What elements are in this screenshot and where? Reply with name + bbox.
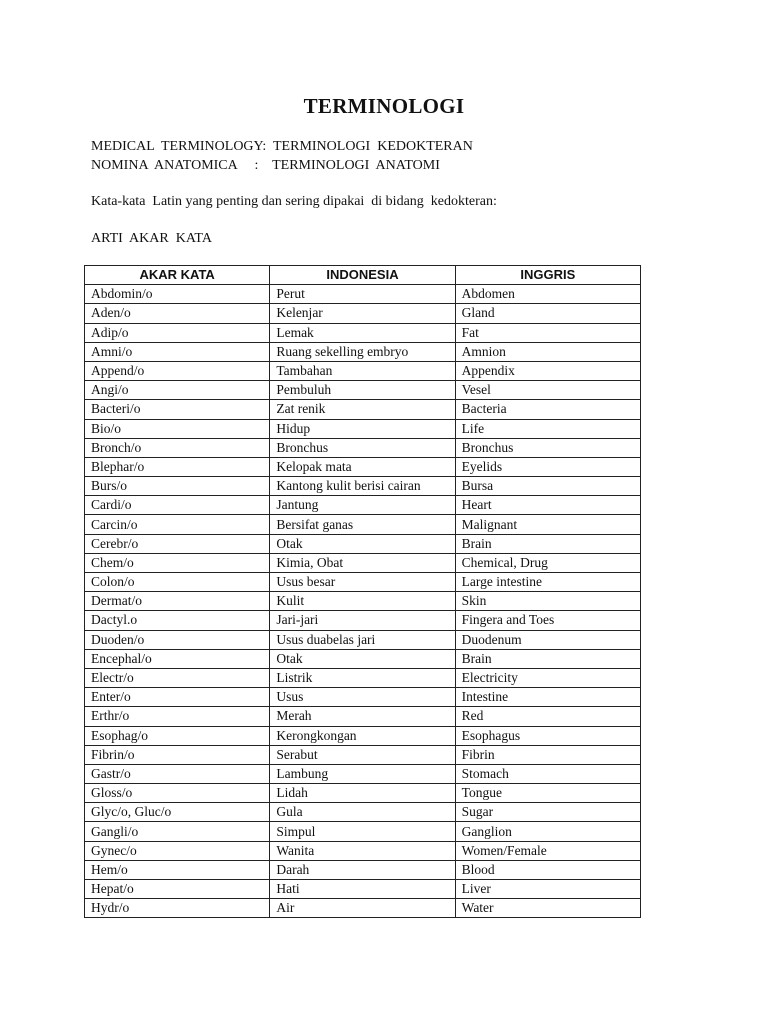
table-row (85, 803, 641, 822)
english-cell: Bronchus (455, 438, 640, 457)
table-row (85, 323, 641, 342)
root-cell: Bio/o (85, 419, 270, 438)
table-body (85, 285, 641, 918)
english-cell: Fingera and Toes (455, 611, 640, 630)
table-row (85, 649, 641, 668)
table-row (85, 400, 641, 419)
indonesian-cell: Perut (270, 285, 455, 304)
table-row (85, 419, 641, 438)
indonesian-cell: Air (270, 899, 455, 918)
indonesian-cell: Merah (270, 707, 455, 726)
table-row (85, 496, 641, 515)
english-cell: Large intestine (455, 573, 640, 592)
root-cell: Enter/o (85, 688, 270, 707)
table-row (85, 860, 641, 879)
root-cell: Fibrin/o (85, 745, 270, 764)
root-cell: Electr/o (85, 668, 270, 687)
root-cell: Bacteri/o (85, 400, 270, 419)
table-row (85, 361, 641, 380)
indonesian-cell: Bersifat ganas (270, 515, 455, 534)
header-akar-kata: AKAR KATA (85, 266, 270, 285)
root-cell: Dermat/o (85, 592, 270, 611)
english-cell: Eyelids (455, 457, 640, 476)
table-row (85, 381, 641, 400)
indonesian-cell: Jari-jari (270, 611, 455, 630)
english-cell: Tongue (455, 784, 640, 803)
indonesian-cell: Jantung (270, 496, 455, 515)
indonesian-cell: Gula (270, 803, 455, 822)
indonesian-cell: Lambung (270, 764, 455, 783)
indonesian-cell: Darah (270, 860, 455, 879)
indonesian-cell: Hati (270, 880, 455, 899)
intro-description: Kata-kata Latin yang penting dan sering dipakai di bidang kedokteran: (91, 194, 497, 209)
indonesian-cell: Serabut (270, 745, 455, 764)
english-cell: Malignant (455, 515, 640, 534)
root-cell: Erthr/o (85, 707, 270, 726)
english-cell: Sugar (455, 803, 640, 822)
indonesian-cell: Wanita (270, 841, 455, 860)
root-cell: Esophag/o (85, 726, 270, 745)
table-row (85, 553, 641, 572)
root-cell: Burs/o (85, 477, 270, 496)
root-cell: Carcin/o (85, 515, 270, 534)
table-row (85, 515, 641, 534)
english-cell: Esophagus (455, 726, 640, 745)
intro-nomina-anatomica: NOMINA ANATOMICA : TERMINOLOGI ANATOMI (91, 158, 440, 173)
english-cell: Gland (455, 304, 640, 323)
header-inggris: INGGRIS (455, 266, 640, 285)
root-cell: Gynec/o (85, 841, 270, 860)
table-row (85, 688, 641, 707)
english-cell: Abdomen (455, 285, 640, 304)
root-cell: Gastr/o (85, 764, 270, 783)
table-row (85, 630, 641, 649)
english-cell: Amnion (455, 342, 640, 361)
english-cell: Life (455, 419, 640, 438)
indonesian-cell: Kantong kulit berisi cairan (270, 477, 455, 496)
intro-medical-terminology: MEDICAL TERMINOLOGY: TERMINOLOGI KEDOKTERAN (91, 139, 473, 154)
english-cell: Stomach (455, 764, 640, 783)
indonesian-cell: Usus (270, 688, 455, 707)
table-row (85, 707, 641, 726)
indonesian-cell: Otak (270, 534, 455, 553)
root-cell: Aden/o (85, 304, 270, 323)
indonesian-cell: Simpul (270, 822, 455, 841)
english-cell: Skin (455, 592, 640, 611)
indonesian-cell: Usus duabelas jari (270, 630, 455, 649)
indonesian-cell: Lemak (270, 323, 455, 342)
english-cell: Chemical, Drug (455, 553, 640, 572)
english-cell: Fibrin (455, 745, 640, 764)
english-cell: Water (455, 899, 640, 918)
root-cell: Adip/o (85, 323, 270, 342)
indonesian-cell: Kelenjar (270, 304, 455, 323)
table-row (85, 668, 641, 687)
english-cell: Blood (455, 860, 640, 879)
root-cell: Hydr/o (85, 899, 270, 918)
indonesian-cell: Pembuluh (270, 381, 455, 400)
english-cell: Vesel (455, 381, 640, 400)
table-row (85, 611, 641, 630)
root-cell: Encephal/o (85, 649, 270, 668)
root-cell: Blephar/o (85, 457, 270, 476)
root-cell: Glyc/o, Gluc/o (85, 803, 270, 822)
root-cell: Hem/o (85, 860, 270, 879)
table-row (85, 573, 641, 592)
root-cell: Bronch/o (85, 438, 270, 457)
table-row (85, 534, 641, 553)
root-cell: Append/o (85, 361, 270, 380)
table-row (85, 457, 641, 476)
english-cell: Red (455, 707, 640, 726)
english-cell: Liver (455, 880, 640, 899)
english-cell: Bacteria (455, 400, 640, 419)
indonesian-cell: Kimia, Obat (270, 553, 455, 572)
table-row (85, 841, 641, 860)
english-cell: Electricity (455, 668, 640, 687)
root-cell: Hepat/o (85, 880, 270, 899)
table-row (85, 726, 641, 745)
english-cell: Fat (455, 323, 640, 342)
english-cell: Duodenum (455, 630, 640, 649)
english-cell: Appendix (455, 361, 640, 380)
table-header-row (85, 266, 641, 285)
english-cell: Brain (455, 649, 640, 668)
indonesian-cell: Bronchus (270, 438, 455, 457)
english-cell: Heart (455, 496, 640, 515)
indonesian-cell: Ruang sekelling embryo (270, 342, 455, 361)
root-cell: Cerebr/o (85, 534, 270, 553)
english-cell: Bursa (455, 477, 640, 496)
root-cell: Cardi/o (85, 496, 270, 515)
root-cell: Chem/o (85, 553, 270, 572)
page-title: TERMINOLOGI (303, 94, 465, 118)
root-cell: Gloss/o (85, 784, 270, 803)
indonesian-cell: Tambahan (270, 361, 455, 380)
table-row (85, 784, 641, 803)
root-cell: Duoden/o (85, 630, 270, 649)
english-cell: Ganglion (455, 822, 640, 841)
table-row (85, 764, 641, 783)
indonesian-cell: Zat renik (270, 400, 455, 419)
indonesian-cell: Lidah (270, 784, 455, 803)
table-row (85, 438, 641, 457)
table-row (85, 899, 641, 918)
indonesian-cell: Kulit (270, 592, 455, 611)
indonesian-cell: Kerongkongan (270, 726, 455, 745)
root-cell: Amni/o (85, 342, 270, 361)
english-cell: Intestine (455, 688, 640, 707)
indonesian-cell: Kelopak mata (270, 457, 455, 476)
table-row (85, 342, 641, 361)
table-row (85, 592, 641, 611)
indonesian-cell: Otak (270, 649, 455, 668)
root-cell: Gangli/o (85, 822, 270, 841)
english-cell: Women/Female (455, 841, 640, 860)
root-cell: Dactyl.o (85, 611, 270, 630)
table-row (85, 880, 641, 899)
english-cell: Brain (455, 534, 640, 553)
root-cell: Angi/o (85, 381, 270, 400)
table-row (85, 822, 641, 841)
section-heading: ARTI AKAR KATA (91, 231, 212, 246)
table-row (85, 745, 641, 764)
root-cell: Colon/o (85, 573, 270, 592)
terminology-table (84, 265, 641, 918)
indonesian-cell: Usus besar (270, 573, 455, 592)
table-row (85, 304, 641, 323)
indonesian-cell: Listrik (270, 668, 455, 687)
table-row (85, 285, 641, 304)
header-indonesia: INDONESIA (270, 266, 455, 285)
table-row (85, 477, 641, 496)
indonesian-cell: Hidup (270, 419, 455, 438)
root-cell: Abdomin/o (85, 285, 270, 304)
